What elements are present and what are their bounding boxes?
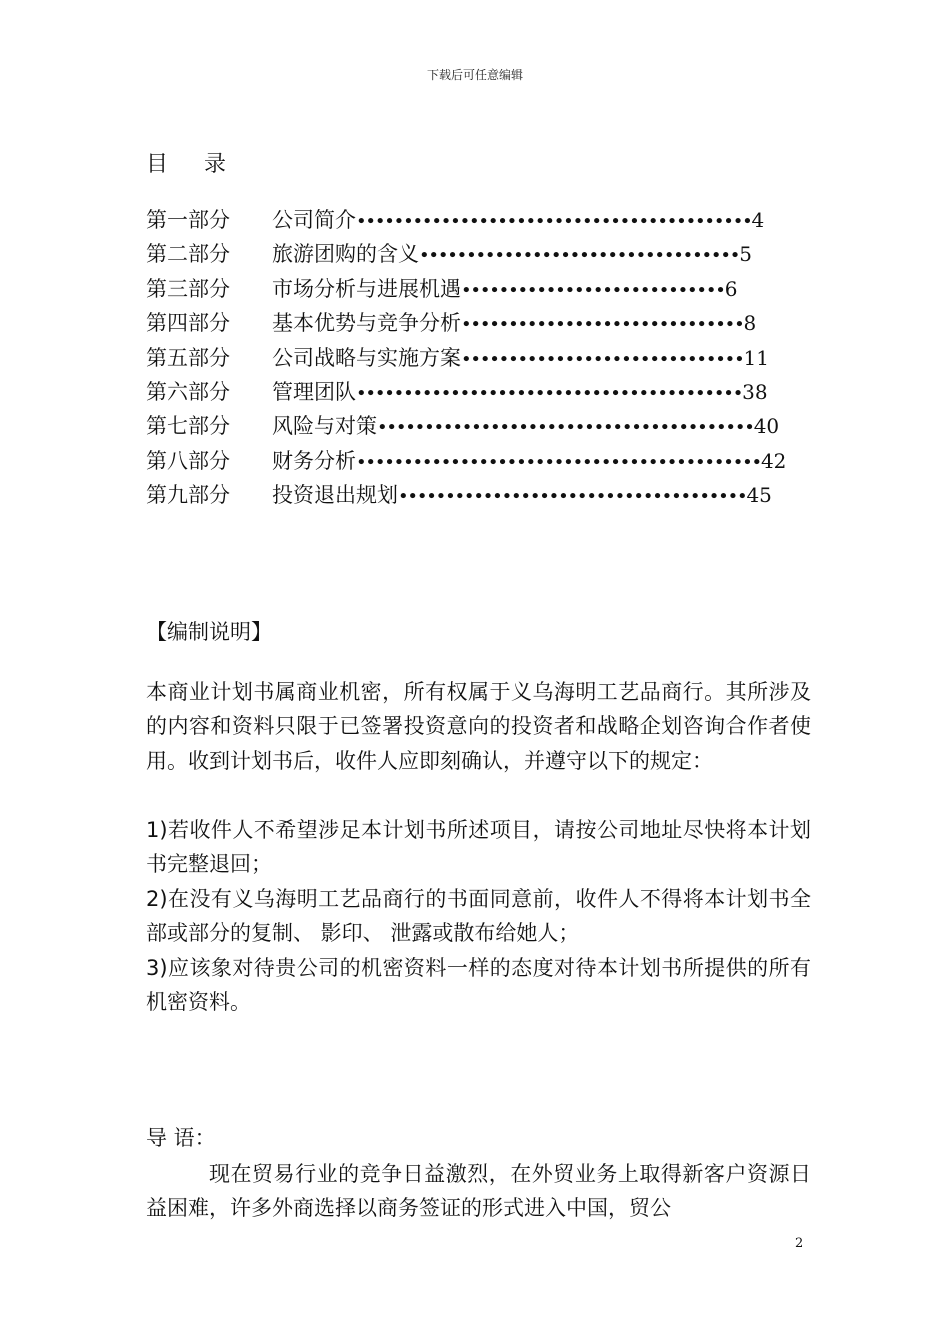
table-of-contents <box>146 203 816 513</box>
toc-part: 第八部分 <box>146 448 230 473</box>
toc-title <box>146 147 226 178</box>
toc-page-number: 4 <box>751 208 765 232</box>
toc-leader-dots: ••••••••••••••••••••••••••••••••••••••••• <box>356 382 743 404</box>
toc-part: 第五部分 <box>146 345 230 370</box>
toc-part: 第三部分 <box>146 276 230 301</box>
toc-leader-dots: •••••••••••••••••••••••••••••••••••••••• <box>377 417 754 439</box>
toc-part: 第二部分 <box>146 242 230 267</box>
toc-part: 第九部分 <box>146 483 230 508</box>
toc-entry-title: 旅游团购的含义 <box>272 242 419 267</box>
toc-row[interactable] <box>146 341 816 375</box>
toc-leader-dots: •••••••••••••••••••••••••••••••••••••••••• <box>356 211 752 232</box>
toc-leader-dots: •••••••••••••••••••••••••••• <box>461 279 725 301</box>
toc-row[interactable] <box>146 306 816 340</box>
toc-entry-title: 管理团队 <box>272 379 356 404</box>
toc-row[interactable] <box>146 478 816 512</box>
page-number: 2 <box>795 1236 804 1251</box>
toc-title-left: 目 <box>146 152 169 177</box>
toc-row[interactable] <box>146 409 816 443</box>
toc-entry-title: 市场分析与进展机遇 <box>272 276 461 301</box>
instructions-item-3: 3)应该象对待贵公司的机密资料一样的态度对待本计划书所提供的所有机密资料。 <box>146 956 811 1015</box>
toc-row[interactable] <box>146 375 816 409</box>
instructions-item-1: 1)若收件人不希望涉足本计划书所述项目，请按公司地址尽快将本计划书完整退回； <box>146 818 811 877</box>
toc-title-right: 录 <box>204 152 227 177</box>
toc-row[interactable] <box>146 203 816 237</box>
header-note: 下载后可任意编辑 <box>426 68 523 82</box>
toc-entry-title: 财务分析 <box>272 448 356 473</box>
toc-row[interactable] <box>146 237 816 271</box>
toc-leader-dots: ••••••••••••••••••••••••••••••••••••••••••• <box>356 451 761 473</box>
toc-entry-title: 投资退出规划 <box>272 483 398 508</box>
instructions-heading: 【编制说明】 <box>146 620 272 644</box>
toc-row[interactable] <box>146 272 816 306</box>
toc-part: 第六部分 <box>146 379 230 404</box>
toc-part: 第四部分 <box>146 311 230 336</box>
toc-page-number: 8 <box>743 311 757 336</box>
toc-page-number: 11 <box>743 345 769 370</box>
toc-page-number: 45 <box>746 483 772 508</box>
toc-entry-title: 公司战略与实施方案 <box>272 345 461 370</box>
toc-part: 第一部分 <box>146 208 230 232</box>
instructions-body: 本商业计划书属商业机密，所有权属于义乌海明工艺品商行。其所涉及的内容和资料只限于已签署投资意向的投资者和战略企划咨询合作者使用。收到计划书后，收件人应即刻确认，并遵守以下的规定： <box>146 680 811 773</box>
toc-page-number: 5 <box>739 242 752 267</box>
instructions-item-2: 2)在没有义乌海明工艺品商行的书面同意前，收件人不得将本计划书全部或部分的复制、 影印、 泄露或散布给她人； <box>146 887 811 946</box>
toc-leader-dots: •••••••••••••••••••••••••••••• <box>461 314 744 336</box>
toc-entry-title: 基本优势与竞争分析 <box>272 311 461 336</box>
intro-body: 现在贸易行业的竞争日益激烈，在外贸业务上取得新客户资源日益困难，许多外商选择以商务签证的形式进入中国，贸公 <box>146 1162 811 1221</box>
toc-page-number: 40 <box>753 414 780 439</box>
toc-leader-dots: ••••••••••••••••••••••••••••••••••••• <box>398 486 747 508</box>
intro-heading: 导 语： <box>146 1126 216 1150</box>
toc-entry-title: 公司简介 <box>272 208 356 232</box>
toc-part: 第七部分 <box>146 414 230 439</box>
toc-page-number: 6 <box>724 276 738 301</box>
toc-page-number: 42 <box>760 448 787 473</box>
toc-page-number: 38 <box>742 379 768 404</box>
toc-row[interactable] <box>146 444 816 478</box>
toc-entry-title: 风险与对策 <box>272 414 377 439</box>
toc-leader-dots: •••••••••••••••••••••••••••••••••• <box>419 245 740 267</box>
toc-leader-dots: •••••••••••••••••••••••••••••• <box>461 348 744 370</box>
